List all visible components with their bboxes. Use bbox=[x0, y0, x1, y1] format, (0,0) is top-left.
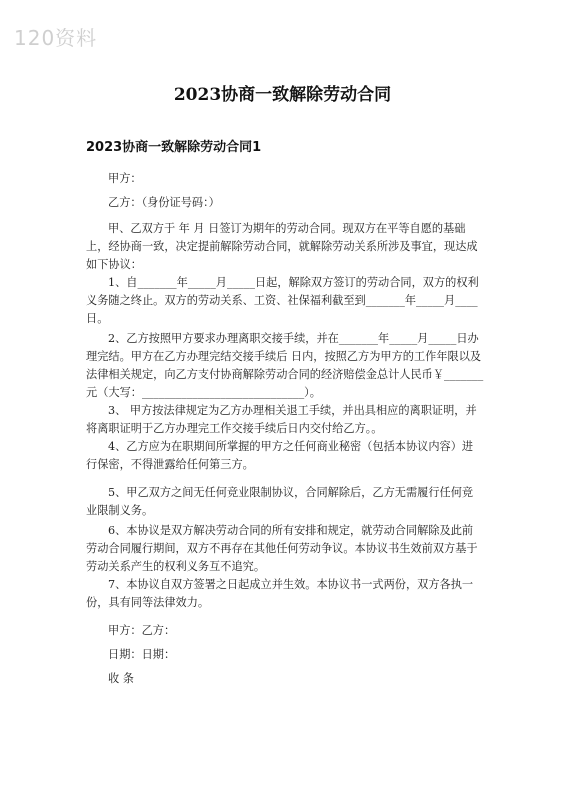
document-title: 2023协商一致解除劳动合同 bbox=[173, 85, 392, 105]
party-b-line: 乙方：（身份证号码：） bbox=[108, 196, 220, 209]
paragraph-clause-6: 6、本协议是双方解决劳动合同的所有安排和规定，就劳动合同解除及此前劳动合同履行期间，双方不再存在其他任何劳动争议。本协议书生效前双方基于劳动关系产生的权利义务互不追究。 bbox=[86, 524, 478, 573]
party-a-line: 甲方： bbox=[108, 172, 142, 185]
paragraph-clause-7: 7、本协议自双方签署之日起成立并生效。本协议书一式两份，双方各执一份，具有同等法律效力。 bbox=[86, 578, 474, 609]
paragraph-clause-4: 4、乙方应为在职期间所掌握的甲方之任何商业秘密（包括本协议内容）进行保密，不得泄露给任何第三方。 bbox=[86, 440, 474, 471]
paragraph-intro: 甲、乙双方于 年 月 日签订为期年的劳动合同。现双方在平等自愿的基础上，经协商一致，决定提前解除劳动合同，就解除劳动关系所涉及事宜，现达成如下协议： bbox=[86, 222, 478, 271]
signature-dates-line: 日期：日期： bbox=[108, 648, 176, 661]
receipt-heading: 收 条 bbox=[108, 672, 134, 685]
paragraph-clause-2: 2、乙方按照甲方要求办理离职交接手续，并在_______年_____月_____日办理完结。甲方在乙方办理完结交接手续后 日内，按照乙方为甲方的工作年限以及法律相关规定，向乙方支付协商解除劳动合同的经济赔偿金总计人民币￥_______元（大写：_____________________________）。 bbox=[86, 332, 484, 399]
paragraph-clause-3: 3、 甲方按法律规定为乙方办理相关退工手续，并出具相应的离职证明，并将离职证明于乙方办理完工作交接手续后日内交付给乙方。。 bbox=[86, 404, 477, 435]
paragraph-clause-1: 1、自_______年_____月_____日起，解除双方签订的劳动合同，双方的权利义务随之终止。双方的劳动关系、工资、社保福利截至到_______年_____月____日。 bbox=[86, 276, 479, 325]
watermark-text: 120资料 bbox=[14, 26, 98, 50]
section-title: 2023协商一致解除劳动合同1 bbox=[86, 140, 262, 155]
signature-parties-line: 甲方：乙方： bbox=[108, 624, 176, 637]
paragraph-clause-5: 5、甲乙双方之间无任何竞业限制协议，合同解除后，乙方无需履行任何竞业限制义务。 bbox=[86, 486, 474, 517]
